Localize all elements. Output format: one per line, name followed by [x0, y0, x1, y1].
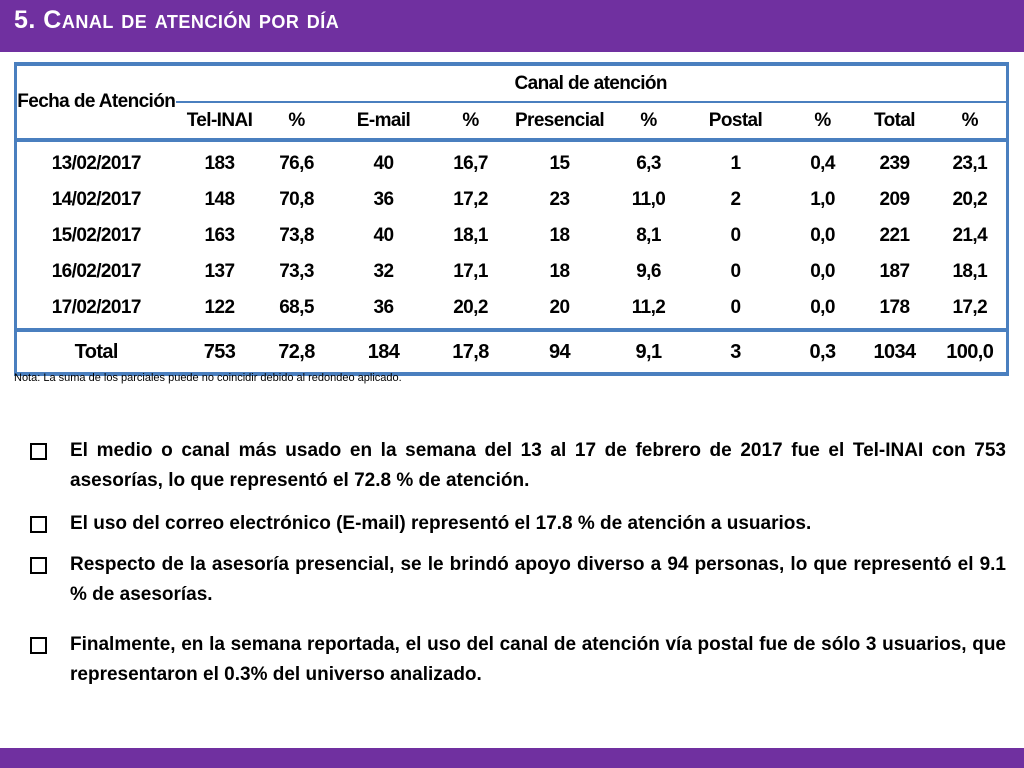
table-cell: 2: [730, 189, 741, 210]
table-cell: 23: [549, 189, 570, 210]
table-cell: 6,3: [636, 153, 661, 174]
table-cell: 0,0: [810, 261, 835, 282]
row-date: 13/02/2017: [16, 140, 176, 182]
table-cell: 20,2: [934, 182, 1008, 218]
table-cell: 0: [682, 290, 790, 330]
table-cell: 178: [856, 290, 934, 330]
date-header: Fecha de Atención: [16, 64, 176, 140]
total-cell: 0,3: [790, 330, 856, 374]
row-date: 17/02/2017: [16, 290, 176, 330]
table-cell: 0,4: [810, 153, 835, 174]
column-header: %: [616, 102, 682, 140]
bullet-item: [30, 509, 1006, 539]
total-cell: 184: [330, 330, 438, 374]
table-cell: 16,7: [453, 153, 488, 174]
channel-table: [14, 62, 1009, 376]
column-header: Postal: [682, 102, 790, 140]
table-row: [16, 290, 1008, 330]
table-cell: 23,1: [934, 140, 1008, 182]
column-header: Presencial: [504, 102, 616, 140]
checkbox-bullet-icon: [30, 516, 47, 533]
total-cell: 94: [504, 330, 616, 374]
footer-bar: [0, 748, 1024, 768]
table-cell: 122: [176, 290, 264, 330]
table-cell: 40: [373, 153, 394, 174]
table-cell: 36: [373, 189, 394, 210]
table-cell: 148: [204, 189, 235, 210]
total-cell: 9,1: [616, 330, 682, 374]
table-cell: 1: [730, 153, 741, 174]
total-row: [16, 330, 1008, 374]
table-cell: 137: [204, 261, 235, 282]
table-row: [16, 218, 1008, 254]
total-cell: 100,0: [934, 330, 1008, 374]
table-cell: 73,3: [279, 261, 314, 282]
bullet-text: Respecto de la asesoría presencial, se le brindó apoyo diverso a 94 personas, lo que representó el 9.1 % de asesorías.: [70, 554, 1006, 605]
column-header: %: [438, 102, 504, 140]
checkbox-bullet-icon: [30, 637, 47, 654]
column-header: Tel-INAI: [176, 102, 264, 140]
bullet-list: [30, 436, 1006, 690]
table-cell: 36: [330, 290, 438, 330]
table-cell: 11,0: [631, 189, 666, 210]
table-cell: 70,8: [279, 189, 314, 210]
total-cell: 72,8: [264, 330, 330, 374]
column-header: Total: [856, 102, 934, 140]
bullet-text: Finalmente, en la semana reportada, el uso del canal de atención vía postal fue de sólo 3 usuarios, que representaron el 0.3% del universo analizado.: [70, 634, 1006, 685]
bullet-text: El uso del correo electrónico (E-mail) representó el 17.8 % de atención a usuarios.: [70, 513, 812, 534]
column-header: %: [934, 102, 1008, 140]
table-cell: 163: [204, 225, 235, 246]
checkbox-bullet-icon: [30, 557, 47, 574]
table-cell: 0: [730, 261, 741, 282]
total-cell: 1034: [856, 330, 934, 374]
table-cell: 68,5: [264, 290, 330, 330]
row-date: 14/02/2017: [16, 182, 176, 218]
table-cell: 187: [879, 261, 910, 282]
table-row: [16, 182, 1008, 218]
total-cell: 3: [682, 330, 790, 374]
table-cell: 0,0: [790, 290, 856, 330]
table-cell: 18,1: [453, 225, 488, 246]
table-cell: 20: [504, 290, 616, 330]
table-cell: 1,0: [810, 189, 835, 210]
row-date: 15/02/2017: [16, 218, 176, 254]
table-cell: 18: [549, 261, 570, 282]
title-bar: [0, 0, 1024, 52]
bullet-item: [30, 436, 1006, 496]
table-cell: 8,1: [636, 225, 661, 246]
table-cell: 15: [549, 153, 570, 174]
table-cell: 221: [879, 225, 910, 246]
table-cell: 21,4: [934, 218, 1008, 254]
table-cell: 0,0: [810, 225, 835, 246]
row-date: 16/02/2017: [16, 254, 176, 290]
table-cell: 18,1: [934, 254, 1008, 290]
table-cell: 18: [549, 225, 570, 246]
page-title: 5. Canal de atención por día: [14, 6, 340, 34]
total-cell: 17,8: [438, 330, 504, 374]
table-cell: 32: [373, 261, 394, 282]
table-cell: 0: [730, 225, 741, 246]
table-cell: 17,1: [453, 261, 488, 282]
table-cell: 20,2: [438, 290, 504, 330]
table-row: [16, 140, 1008, 182]
bullet-item: [30, 630, 1006, 690]
column-header: %: [790, 102, 856, 140]
bullet-text: El medio o canal más usado en la semana del 13 al 17 de febrero de 2017 fue el Tel-INAI con 753 asesorías, lo que representó el 72.8 % de atención.: [70, 440, 1006, 491]
table-cell: 73,8: [279, 225, 314, 246]
table-cell: 76,6: [279, 153, 314, 174]
channel-group-header: Canal de atención: [176, 64, 1008, 102]
table-row: [16, 254, 1008, 290]
table-cell: 11,2: [616, 290, 682, 330]
footnote: Nota: La suma de los parciales puede no coincidir debido al redondeo aplicado.: [14, 372, 402, 384]
checkbox-bullet-icon: [30, 443, 47, 460]
table-cell: 40: [373, 225, 394, 246]
column-header: %: [264, 102, 330, 140]
table-cell: 17,2: [453, 189, 488, 210]
table-cell: 17,2: [934, 290, 1008, 330]
table-cell: 239: [879, 153, 910, 174]
column-header: E-mail: [330, 102, 438, 140]
total-label: Total: [16, 330, 176, 374]
channel-table-container: [14, 62, 1006, 376]
table-cell: 209: [879, 189, 910, 210]
table-cell: 183: [204, 153, 235, 174]
bullet-item: [30, 550, 1006, 610]
table-cell: 9,6: [636, 261, 661, 282]
total-cell: 753: [176, 330, 264, 374]
